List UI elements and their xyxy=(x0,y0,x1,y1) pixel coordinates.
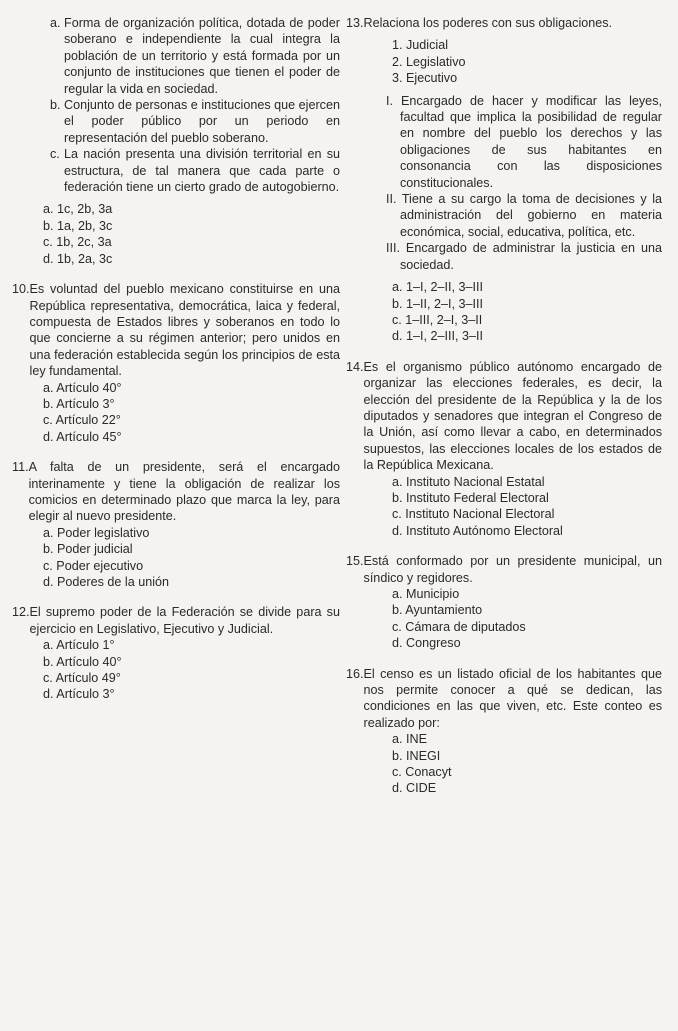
question-10-options xyxy=(43,380,340,446)
question-text: Está conformado por un presidente municipal, un síndico y regidores. xyxy=(363,554,662,585)
option-a[interactable]: a. Artículo 40° xyxy=(43,380,122,395)
option-a[interactable]: a. INE xyxy=(392,732,427,747)
question-13 xyxy=(346,15,662,345)
question-16 xyxy=(346,666,662,797)
question-text: Relaciona los poderes con sus obligaciones. xyxy=(363,16,613,30)
question-text: A falta de un presidente, será el encargado interinamente y tiene la obligación de realizar los comicios en determinado plazo que marca la ley, para elegir al nuevo presidente. xyxy=(28,460,340,524)
option-c[interactable]: c. Instituto Nacional Electoral xyxy=(392,507,555,522)
option-c[interactable]: c. Artículo 49° xyxy=(43,671,121,686)
option-a[interactable]: a. 1–I, 2–II, 3–III xyxy=(392,280,484,295)
power-item: 1. Judicial xyxy=(392,38,449,53)
statement-a: a. Forma de organización política, dotada de poder soberano e independiente la cual integra la población de un territorio y está formada por un conjunto de instituciones que tienen el poder de regular la vida en sociedad. xyxy=(50,16,340,96)
statement-c: c. La nación presenta una división territorial en su estructura, de tal manera que cada parte o federación tiene un cierto grado de autogobierno. xyxy=(50,147,340,195)
obligation-i: I. Encargado de hacer y modificar las leyes, facultad que implica la posibilidad de regular en nombre del pueblo los derechos y las obligaciones de sus habitantes en consonancia con las disposiciones constitucionales. xyxy=(386,93,662,190)
option-a[interactable]: a. Instituto Nacional Estatal xyxy=(392,474,545,489)
option-d[interactable]: d. Poderes de la unión xyxy=(43,575,170,589)
question-text: Es voluntad del pueblo mexicano constituirse en una República representativa, democrática, laica y federal, compuesta de Estados libres y soberanos en todo lo que concierne a su régimen anterior; pero unidos en una federación establecida según los principios de esta ley fundamental. xyxy=(29,282,340,379)
obligation-iii: III. Encargado de administrar la justicia en una sociedad. xyxy=(386,241,662,272)
question-text: El censo es un listado oficial de los habitantes que nos permite conocer a qué se dedican, las condiciones en las que viven, etc. Este conteo es realizado por: xyxy=(363,666,662,730)
option-c[interactable]: c. 1b, 2c, 3a xyxy=(43,235,112,250)
option-a[interactable]: a. Poder legislativo xyxy=(43,525,150,540)
question-number: 15. xyxy=(346,554,364,569)
power-item: 3. Ejecutivo xyxy=(392,71,458,86)
question-text: Es el organismo público autónomo encargado de organizar las elecciones federales, es decir, la elección del presidente de la República y la de los diputados y senadores que integran el Congreso de la Unión, así como llevar a cabo, en determinados supuestos, las elecciones locales de los estados de la República Mexicana. xyxy=(363,359,662,473)
option-d[interactable]: d. 1b, 2a, 3c xyxy=(43,251,113,266)
question-14 xyxy=(346,359,662,539)
option-c[interactable]: c. Conacyt xyxy=(392,765,452,780)
question-11 xyxy=(12,459,340,590)
option-b[interactable]: b. 1a, 2b, 3c xyxy=(43,218,113,233)
question-number: 12. xyxy=(12,605,30,620)
obligation-ii: II. Tiene a su cargo la toma de decisiones y la administración del gobierno en materia económica, social, educativa, política, etc. xyxy=(386,192,662,239)
question-9-options xyxy=(43,201,340,267)
option-c[interactable]: c. Artículo 22° xyxy=(43,413,121,428)
option-a[interactable]: a. Municipio xyxy=(392,587,460,601)
option-a[interactable]: a. Artículo 1° xyxy=(43,638,115,653)
power-item: 2. Legislativo xyxy=(392,54,466,69)
option-c[interactable]: c. 1–III, 2–I, 3–II xyxy=(392,312,483,327)
option-b[interactable]: b. Poder judicial xyxy=(43,542,133,557)
option-b[interactable]: b. INEGI xyxy=(392,748,441,763)
question-13-options xyxy=(392,279,662,345)
question-15 xyxy=(346,553,662,651)
option-b[interactable]: b. Artículo 40° xyxy=(43,654,122,669)
question-14-options xyxy=(392,474,662,540)
question-16-options xyxy=(392,731,662,797)
question-number: 16. xyxy=(346,666,364,681)
option-d[interactable]: d. Instituto Autónomo Electoral xyxy=(392,523,563,538)
option-c[interactable]: c. Cámara de diputados xyxy=(392,619,526,634)
option-a[interactable]: a. 1c, 2b, 3a xyxy=(43,202,113,217)
question-text: El supremo poder de la Federación se divide para su ejercicio en Legislativo, Ejecutivo y Judicial. xyxy=(29,605,340,636)
option-d[interactable]: d. CIDE xyxy=(392,781,437,796)
question-10 xyxy=(12,281,340,445)
question-number: 13. xyxy=(346,16,364,30)
option-b[interactable]: b. Artículo 3° xyxy=(43,396,115,411)
question-9-continuation xyxy=(12,15,340,267)
question-number: 10. xyxy=(12,282,30,297)
statement-b: b. Conjunto de personas e instituciones que ejercen el poder público por un periodo en representación del pueblo soberano. xyxy=(50,98,340,145)
option-b[interactable]: b. Ayuntamiento xyxy=(392,603,483,618)
option-b[interactable]: b. 1–II, 2–I, 3–III xyxy=(392,296,484,311)
option-d[interactable]: d. Congreso xyxy=(392,636,461,651)
question-11-options xyxy=(43,525,340,591)
option-c[interactable]: c. Poder ejecutivo xyxy=(43,558,144,573)
option-d[interactable]: d. 1–I, 2–III, 3–II xyxy=(392,329,484,344)
option-d[interactable]: d. Artículo 3° xyxy=(43,687,115,702)
left-column xyxy=(12,15,340,703)
option-d[interactable]: d. Artículo 45° xyxy=(43,429,122,444)
option-b[interactable]: b. Instituto Federal Electoral xyxy=(392,490,549,505)
right-column xyxy=(346,15,662,797)
powers-list xyxy=(392,37,662,86)
question-15-options xyxy=(392,586,662,652)
question-number: 11. xyxy=(12,460,29,475)
question-number: 14. xyxy=(346,359,364,374)
question-12 xyxy=(12,604,340,702)
question-12-options xyxy=(43,637,340,703)
